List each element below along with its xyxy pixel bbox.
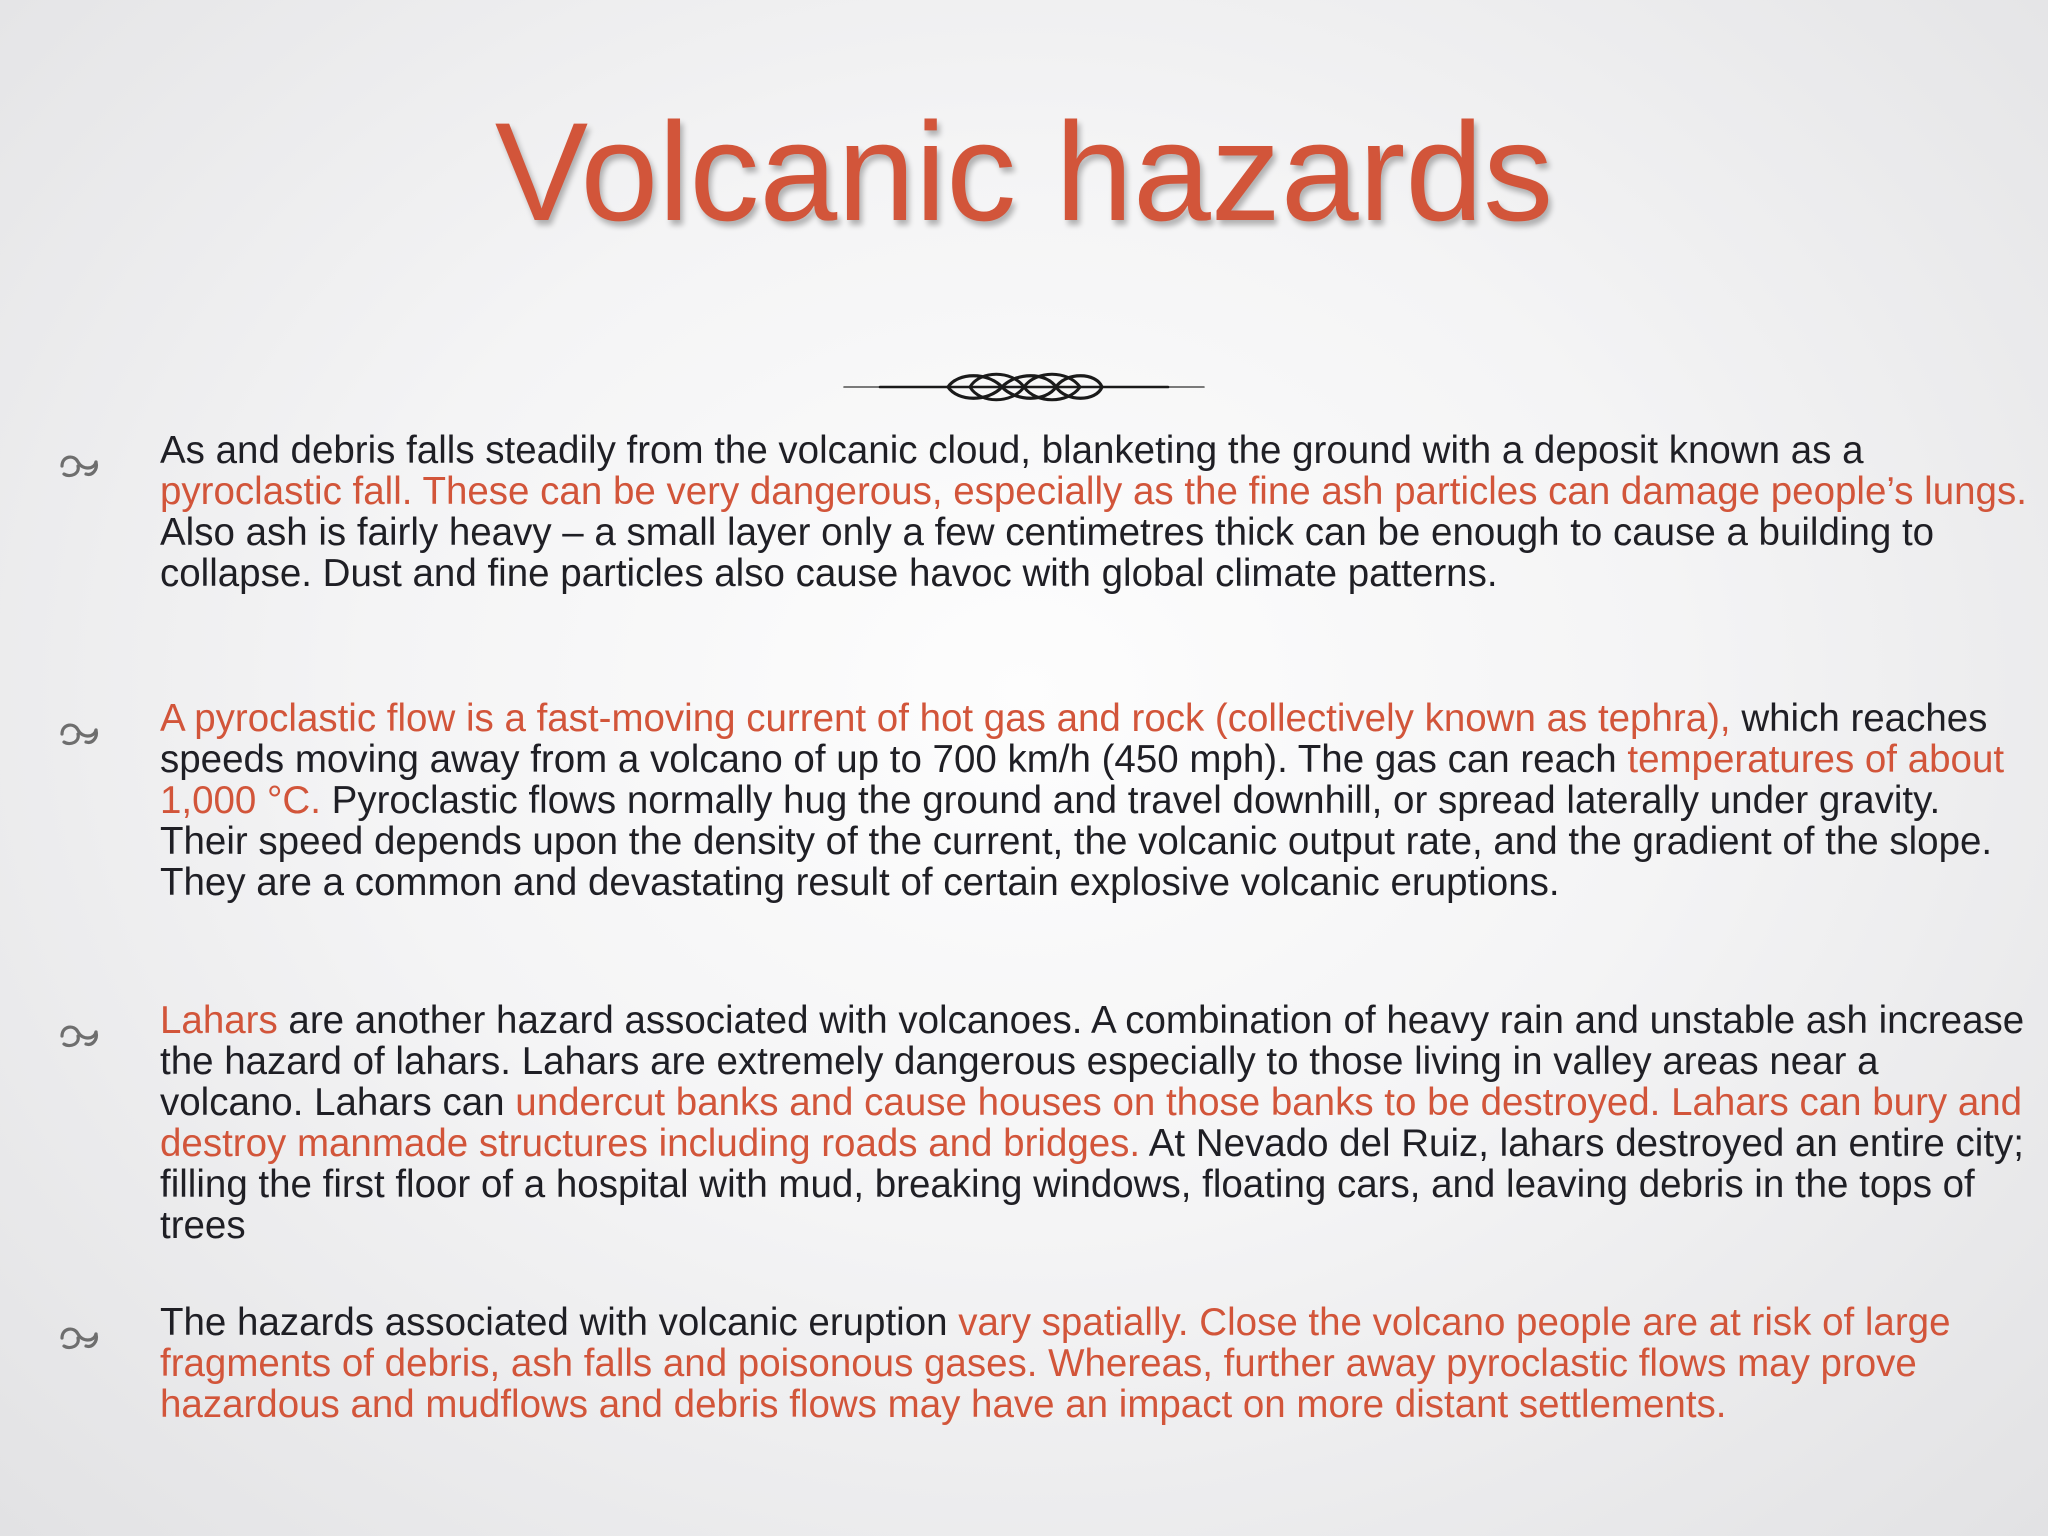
text-segment: Also ash is fairly heavy – a small layer only a few centimetres thick can be enough to cause a building to collapse. Dust and fine particles also cause havoc with global climate patterns. <box>160 511 1935 595</box>
slide-title: Volcanic hazards <box>494 93 1554 250</box>
text-segment: Pyroclastic flows normally hug the ground and travel downhill, or spread laterally under gravity. Their speed depends upon the density of the current, the volcanic output rate, and the gradient of the slope. They are a common and devastating result of certain explosive volcanic eruptions. <box>160 779 1993 904</box>
highlighted-segment: undercut banks and cause houses on those banks to be destroyed. Lahars can bury and destroy manmade structures including roads and bridges. <box>160 1081 2023 1165</box>
highlighted-segment: Lahars <box>160 999 278 1042</box>
highlighted-segment: A pyroclastic flow is a fast-moving current of hot gas and rock (collectively known as tephra), <box>160 697 1731 740</box>
flourish-divider-icon <box>840 362 1208 412</box>
text-segment: As and debris falls steadily from the volcanic cloud, blanketing the ground with a deposit known as a <box>160 429 1864 472</box>
swirl-bullet-icon <box>56 712 102 752</box>
bullet-text <box>160 430 2030 594</box>
highlighted-segment: temperatures of about 1,000 °C. <box>160 738 2005 822</box>
text-segment: At Nevado del Ruiz, lahars destroyed an entire city; filling the first floor of a hospital with mud, breaking windows, floating cars, and leaving debris in the tops of trees <box>160 1122 2024 1247</box>
text-segment: which reaches speeds moving away from a volcano of up to 700 km/h (450 mph). The gas can reach <box>160 697 1988 781</box>
bullet-text <box>160 698 2030 903</box>
swirl-bullet-icon <box>56 1316 102 1356</box>
highlighted-segment: vary spatially. Close the volcano people are at risk of large fragments of debris, ash falls and poisonous gases. Whereas, further away pyroclastic flows may prove hazardous and mudflows and debris flows may have an impact on more distant settlements. <box>160 1301 1951 1426</box>
bullet-text <box>160 1000 2030 1246</box>
text-segment: The hazards associated with volcanic eruption <box>160 1301 959 1344</box>
swirl-bullet-icon <box>56 1014 102 1054</box>
swirl-bullet-icon <box>56 444 102 484</box>
highlighted-segment: pyroclastic fall. These can be very dangerous, especially as the fine ash particles can damage people’s lungs. <box>160 470 2027 513</box>
bullet-text <box>160 1302 2030 1425</box>
text-segment: are another hazard associated with volcanoes. A combination of heavy rain and unstable ash increase the hazard of lahars. Lahars are extremely dangerous especially to those living in valley areas near a volcano. Lahars can <box>160 999 2025 1124</box>
